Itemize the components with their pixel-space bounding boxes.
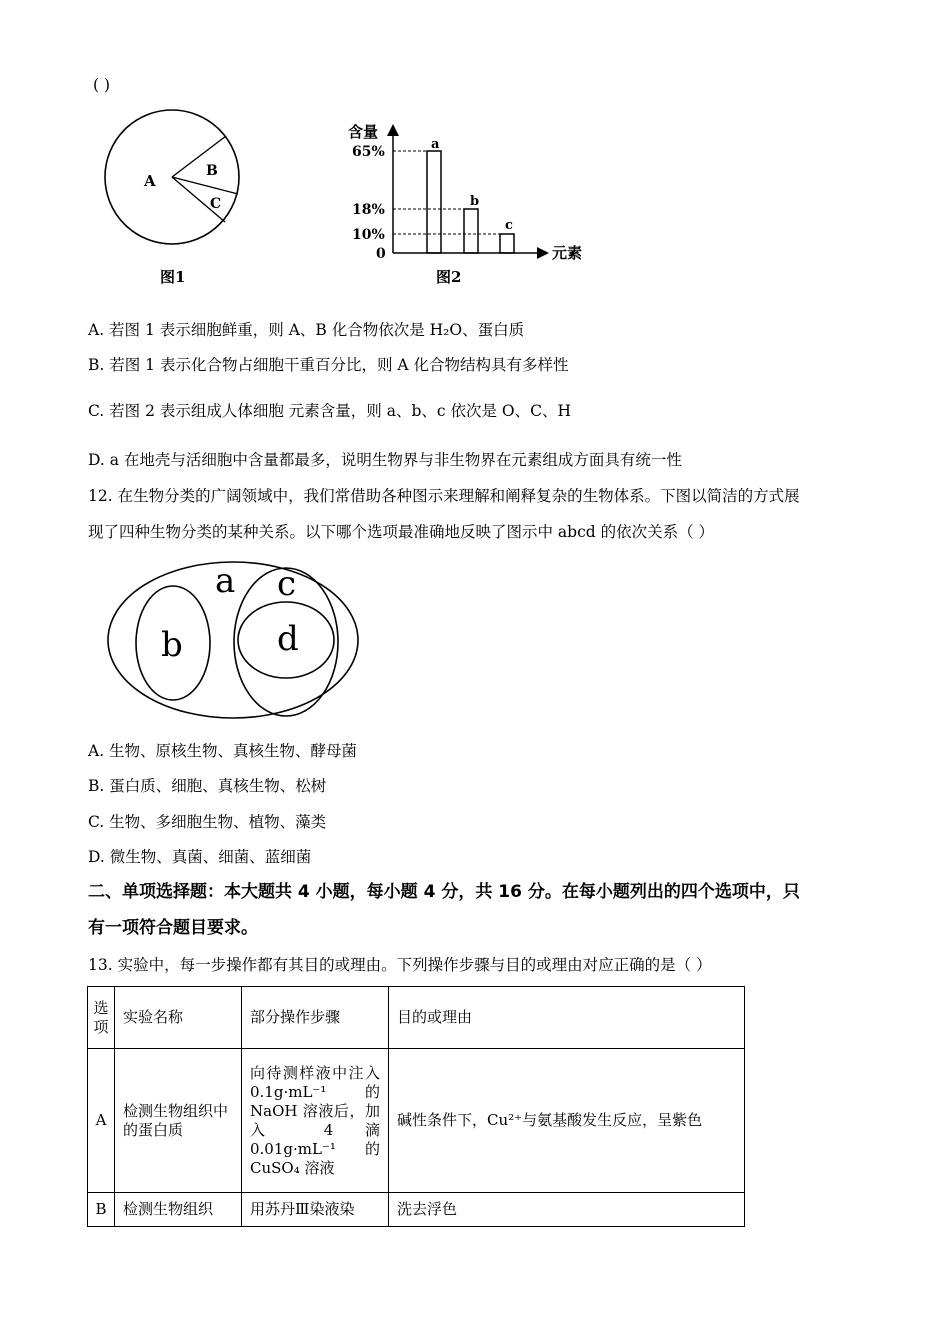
q12-option-c: C. 生物、多细胞生物、植物、藻类 (88, 813, 327, 831)
pie-label-a: A (144, 172, 156, 190)
bar-a (427, 151, 441, 253)
header-option: 选项 (88, 987, 115, 1049)
q13-stem: 13. 实验中，每一步操作都有其目的或理由。下列操作步骤与目的或理由对应正确的是（ ） (88, 956, 712, 974)
bar-label-a: a (431, 137, 440, 152)
row-b-experiment: 检测生物组织 (115, 1193, 242, 1227)
section-2-heading-line-1: 二、单项选择题：本大题共 4 小题，每小题 4 分，共 16 分。在每小题列出的四个选项中，只 (88, 882, 800, 902)
bar-b (464, 209, 478, 253)
row-a-steps: 向待测样液中注入 0.1g·mL⁻¹ 的 NaOH 溶液后，加入 4 滴 0.01g·mL⁻¹ 的 CuSO₄ 溶液 (242, 1049, 389, 1193)
q11-option-c: C. 若图 2 表示组成人体细胞 元素含量，则 a、b、c 依次是 O、C、H (88, 402, 572, 420)
pie-label-b: B (206, 163, 218, 179)
venn-label-a: a (215, 561, 236, 601)
bar-c (500, 234, 514, 253)
row-b-option: B (88, 1193, 115, 1227)
x-axis-label: 元素 (552, 244, 583, 262)
q12-option-a: A. 生物、原核生物、真核生物、酵母菌 (88, 742, 358, 760)
q11-option-b: B. 若图 1 表示化合物占细胞干重百分比，则 A 化合物结构具有多样性 (88, 356, 569, 374)
row-b-steps: 用苏丹Ⅲ染液染 (242, 1193, 389, 1227)
pie-label-c: C (210, 196, 222, 212)
tick-18: 18% (352, 202, 385, 218)
pie-divider-1 (172, 136, 226, 177)
figure-1-caption: 图1 (160, 268, 186, 286)
table-row (88, 1049, 745, 1193)
y-axis-label: 含量 (348, 123, 379, 141)
row-a-option: A (88, 1049, 115, 1193)
q12-option-b: B. 蛋白质、细胞、真核生物、松树 (88, 777, 327, 795)
answer-parenthesis: ( ) (93, 76, 111, 94)
figure-2-bar-chart (340, 115, 600, 295)
section-2-heading-line-2: 有一项符合题目要求。 (88, 918, 258, 938)
figure-2-caption: 图2 (436, 268, 462, 286)
bar-label-c: c (505, 218, 513, 233)
q11-option-a: A. 若图 1 表示细胞鲜重，则 A、B 化合物依次是 H₂O、蛋白质 (88, 321, 525, 339)
row-a-experiment: 检测生物组织中的蛋白质 (115, 1049, 242, 1193)
header-experiment: 实验名称 (115, 987, 242, 1049)
tick-10: 10% (352, 227, 385, 243)
q12-stem-line-1: 12. 在生物分类的广阔领域中，我们常借助各种图示来理解和阐释复杂的生物体系。下图以简洁的方式展 (88, 487, 800, 505)
table-row (88, 1193, 745, 1227)
q13-table (87, 986, 745, 1227)
q11-option-d: D. a 在地壳与活细胞中含量都最多，说明生物界与非生物界在元素组成方面具有统一性 (88, 451, 682, 469)
bar-label-b: b (470, 194, 480, 209)
header-steps: 部分操作步骤 (242, 987, 389, 1049)
q12-option-d: D. 微生物、真菌、细菌、蓝细菌 (88, 848, 312, 866)
row-b-reason: 洗去浮色 (389, 1193, 745, 1227)
tick-65: 65% (352, 144, 385, 160)
figure-1-pie (98, 105, 248, 295)
venn-label-d: d (277, 619, 299, 659)
header-reason: 目的或理由 (389, 987, 745, 1049)
venn-label-b: b (161, 625, 183, 665)
venn-diagram (105, 560, 375, 725)
tick-0: 0 (376, 246, 386, 262)
row-a-reason: 碱性条件下，Cu²⁺与氨基酸发生反应，呈紫色 (389, 1049, 745, 1193)
q12-stem-line-2: 现了四种生物分类的某种关系。以下哪个选项最准确地反映了图示中 abcd 的依次关系（ ） (88, 523, 715, 541)
venn-label-c: c (277, 564, 297, 604)
table-header-row (88, 987, 745, 1049)
